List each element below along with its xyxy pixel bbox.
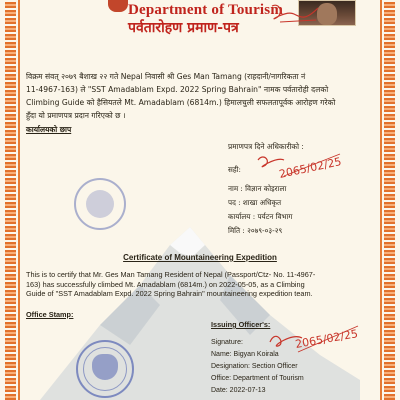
nepali-certificate-paragraph xyxy=(26,70,366,122)
nepali-paragraph-line: Climbing Guide को हैसियतले Mt. Amadablam (6814m.) हिमालचुली सफलतापूर्वक आरोहण गरेको xyxy=(26,98,336,107)
certificate-english-title: Certificate of Mountaineering Expedition xyxy=(123,253,277,262)
left-decorative-border xyxy=(5,0,16,400)
english-body-line: 163) has successfully climbed Mt. Amadablam (6814m.) on 2022-05-05, as a Climbing xyxy=(26,279,305,289)
nepali-office-stamp-label: कार्यालयको छाप xyxy=(26,125,72,134)
nepali-sign-label: सही: xyxy=(228,165,241,174)
issuing-officer-label: Issuing Officer's: xyxy=(211,320,271,329)
nepali-signature xyxy=(254,150,344,186)
right-border-line xyxy=(380,0,382,400)
department-seal-stamp xyxy=(76,340,134,398)
certificate-english-body xyxy=(26,270,371,299)
certificate-nepali-title: पर्वतारोहण प्रमाण-पत्र xyxy=(128,20,239,36)
office-stamp-label: Office Stamp: xyxy=(26,310,74,319)
nepali-office-row: कार्यालय : पर्यटन विभाग xyxy=(228,212,293,221)
nepali-name-row: नाम : विज्ञान कोइराला xyxy=(228,184,287,193)
nepali-paragraph-line: 11-4967-163) ले "SST Amadablam Expd. 2022 Spring Bahrain" नामक पर्वतारोही दलको xyxy=(26,85,329,94)
nepali-paragraph-line: विक्रम संवत् २०७९ बैशाख २२ गते Nepal निवासी श्री Ges Man Tamang (राहदानी/नागरिकता नं xyxy=(26,72,306,81)
left-border-line xyxy=(18,0,20,400)
designation-row: Designation: Section Officer xyxy=(211,363,298,370)
signature-label: Signature: xyxy=(211,339,243,346)
nepali-authority-title: प्रमाणपत्र दिने अधिकारीको : xyxy=(228,142,304,151)
nepali-post-row: पद : शाखा अधिकृत xyxy=(228,198,282,207)
officer-name-row: Name: Bigyan Koirala xyxy=(211,351,279,358)
right-decorative-border xyxy=(384,0,395,400)
photo-signature-scribble xyxy=(266,0,326,30)
nepali-signature-date: 2065/02/25 xyxy=(277,155,343,181)
seal-emblem xyxy=(92,354,118,380)
english-signature-date: 2065/02/25 xyxy=(294,327,359,351)
date-row: Date: 2022-07-13 xyxy=(211,387,266,394)
english-body-line: Guide of "SST Amadablam Expd. 2022 Spring Bahrain" mountaineering expedition team. xyxy=(26,289,313,299)
office-row: Office: Department of Tourism xyxy=(211,375,304,382)
government-emblem xyxy=(108,0,128,12)
department-title: Department of Tourism xyxy=(128,2,284,18)
english-body-line: This is to certify that Mr. Ges Man Tamang Resident of Nepal (Passport/Ctz- No. 11-4967- xyxy=(26,270,316,279)
nepali-date-row: मिति : २०७९-०३-२९ xyxy=(228,226,283,235)
nepali-paragraph-line: हुँदा यो प्रमाणपत्र प्रदान गरिएको छ । xyxy=(26,111,126,120)
